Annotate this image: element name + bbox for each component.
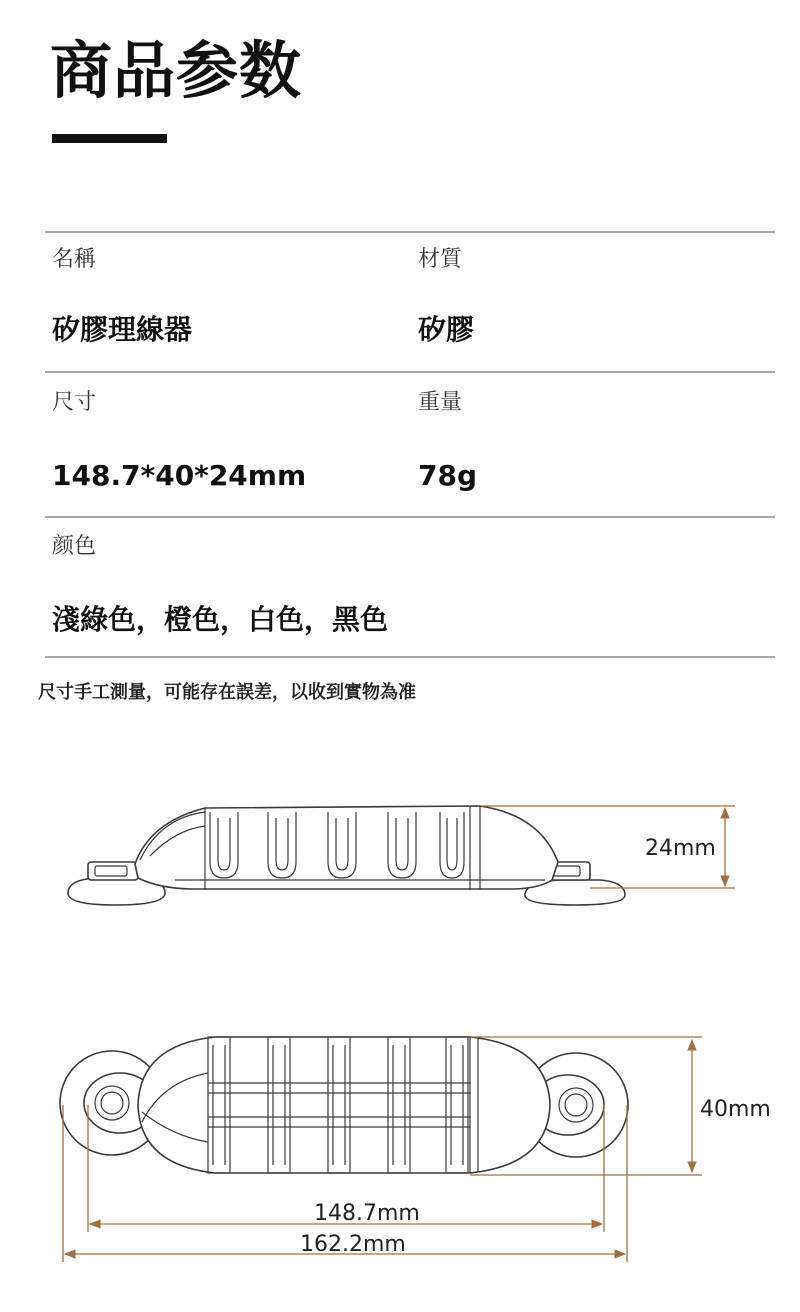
page-title: 商品参数 — [50, 34, 303, 107]
divider — [45, 371, 775, 373]
spec-value-color: 淺綠色，橙色，白色，黑色 — [52, 603, 389, 636]
spec-value-weight: 78g — [418, 459, 478, 492]
spec-label-name: 名稱 — [52, 247, 97, 272]
spec-value-name: 矽膠理線器 — [52, 313, 193, 346]
spec-label-size: 尺寸 — [52, 390, 97, 415]
spec-label-color: 颜色 — [52, 534, 97, 559]
body-length-label: 148.7mm — [314, 1201, 420, 1226]
spec-label-material: 材質 — [418, 247, 463, 272]
total-length-label: 162.2mm — [300, 1232, 406, 1257]
side-body-outline — [135, 806, 558, 889]
spec-value-size: 148.7*40*24mm — [52, 459, 307, 492]
measurement-note: 尺寸手工測量，可能存在誤差，以收到實物為准 — [38, 682, 416, 703]
spec-value-material: 矽膠 — [418, 313, 475, 346]
divider — [45, 516, 775, 518]
divider — [45, 231, 775, 233]
height-dimension-label: 24mm — [645, 836, 716, 861]
width-dimension-label: 40mm — [700, 1097, 771, 1122]
title-underline — [52, 134, 167, 143]
top-body-outline — [138, 1037, 550, 1173]
side-view-drawing — [68, 806, 625, 905]
top-view-drawing — [60, 1037, 628, 1173]
product-dimension-diagrams — [0, 760, 800, 1312]
spec-label-weight: 重量 — [418, 390, 463, 415]
divider — [45, 656, 775, 658]
